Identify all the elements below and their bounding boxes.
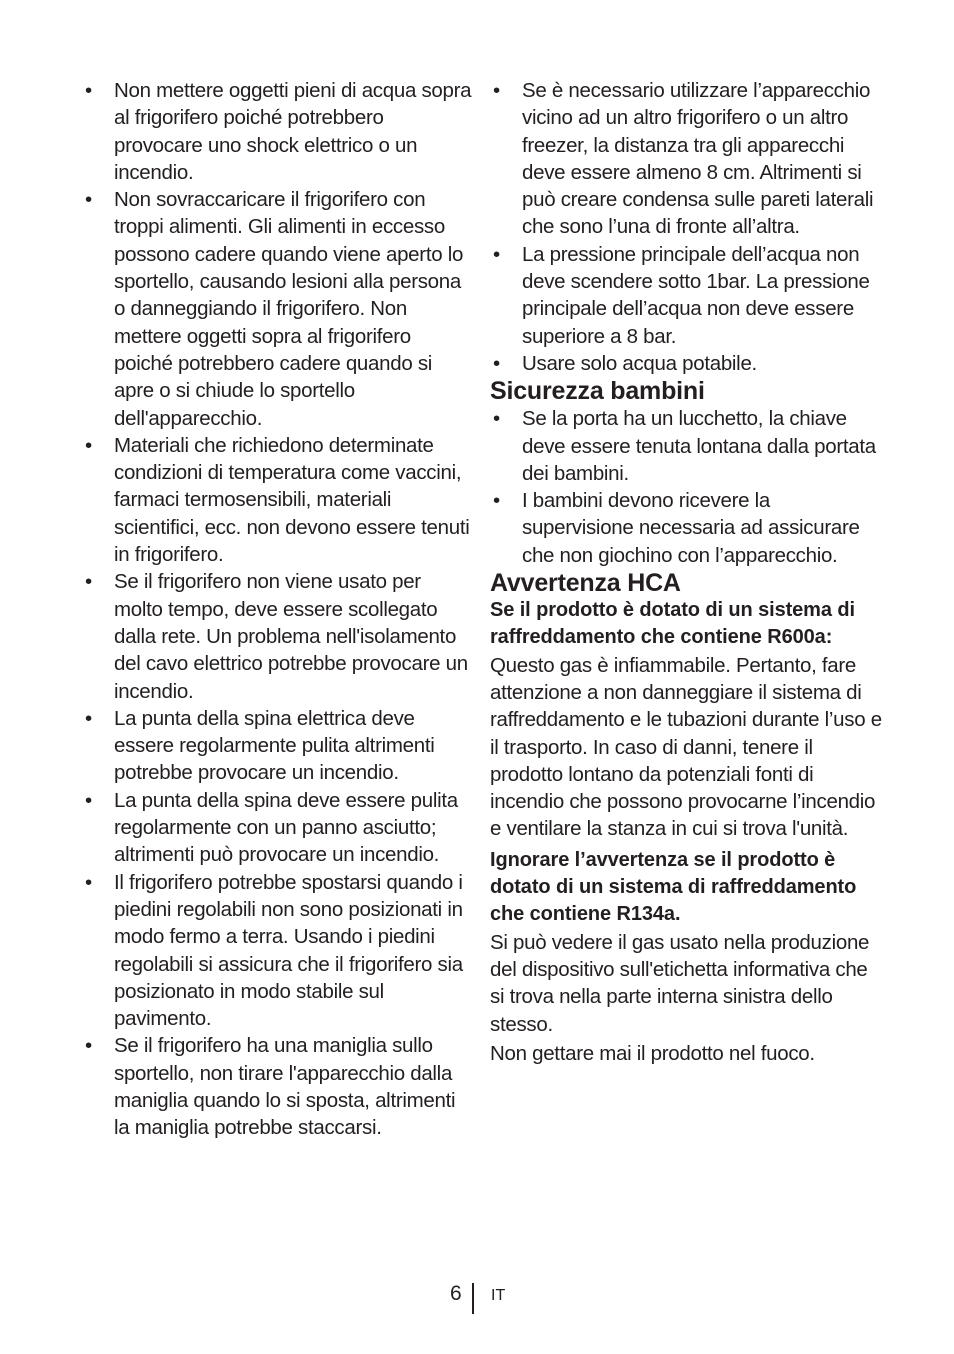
list-item: • Non sovraccaricare il frigorifero con troppi alimenti. Gli alimenti in eccesso possono cadere quando viene aperto lo sportello, causando lesioni alla persona o danneggiando il frigorifero. Non mettere oggetti sopra al frigorifero poiché potrebbero cadere quando si apre o si chiude lo sportello dell'apparecchio. <box>82 186 472 432</box>
page-footer <box>0 1281 954 1315</box>
page-number: 6 <box>450 1282 462 1305</box>
list-item: • Se la porta ha un lucchetto, la chiave deve essere tenuta lontana dalla portata dei bambini. <box>490 405 885 487</box>
r600a-subheading: Se il prodotto è dotato di un sistema di raffreddamento che contiene R600a: <box>490 599 855 649</box>
list-item: • La pressione principale dell’acqua non deve scendere sotto 1bar. La pressione principale dell’acqua non deve essere superiore a 8 bar. <box>490 241 885 350</box>
footer-divider <box>472 1283 474 1314</box>
child-safety-list <box>490 405 885 569</box>
list-item: • Se il frigorifero ha una maniglia sullo sportello, non tirare l'apparecchio dalla maniglia quando lo si sposta, altrimenti la maniglia potrebbe staccarsi. <box>82 1032 472 1141</box>
r134a-subheading: Ignorare l’avvertenza se il prodotto è dotato di un sistema di raffreddamento che contiene R134a. <box>490 848 857 926</box>
list-item: • Il frigorifero potrebbe spostarsi quando i piedini regolabili non sono posizionati in modo fermo a terra. Usando i piedini regolabili si assicura che il frigorifero sia posizionato in modo stabile sul pavimento. <box>82 869 472 1033</box>
fire-warning-paragraph: Non gettare mai il prodotto nel fuoco. <box>490 1041 815 1065</box>
gas-label-paragraph: Si può vedere il gas usato nella produzione del dispositivo sull'etichetta informativa che si trova nella parte interna sinistra dello stesso. <box>490 930 870 1036</box>
safety-bullet-list <box>82 77 472 1142</box>
list-item: • Se il frigorifero non viene usato per molto tempo, deve essere scollegato dalla rete. Un problema nell'isolamento del cavo elettrico potrebbe provocare un incendio. <box>82 568 472 704</box>
language-code: IT <box>491 1287 506 1304</box>
list-item: • La punta della spina elettrica deve essere regolarmente pulita altrimenti potrebbe provocare un incendio. <box>82 705 472 787</box>
right-column <box>490 77 885 1067</box>
child-safety-heading: Sicurezza bambini <box>490 377 705 406</box>
list-item: • Se è necessario utilizzare l’apparecchio vicino ad un altro frigorifero o un altro freezer, la distanza tra gli apparecchi deve essere almeno 8 cm. Altrimenti si può creare condensa sulle pareti laterali che sono l’una di fronte all’altra. <box>490 77 885 241</box>
r600a-paragraph: Questo gas è infiammabile. Pertanto, fare attenzione a non danneggiare il sistema di raffreddamento e le tubazioni durante l’uso e il trasporto. In caso di danni, tenere il prodotto lontano da potenziali fonti di incendio che possono provocarne l’incendio e ventilare la stanza in cui si trova l'unità. <box>490 653 882 841</box>
list-item: • La punta della spina deve essere pulita regolarmente con un panno asciutto; altrimenti può provocare un incendio. <box>82 787 472 869</box>
list-item: • Non mettere oggetti pieni di acqua sopra al frigorifero poiché potrebbero provocare uno shock elettrico o un incendio. <box>82 77 472 186</box>
list-item: • I bambini devono ricevere la supervisione necessaria ad assicurare che non giochino con l’apparecchio. <box>490 487 885 569</box>
left-column <box>82 77 472 1142</box>
list-item: • Usare solo acqua potabile. <box>490 350 885 377</box>
list-item: • Materiali che richiedono determinate condizioni di temperatura come vaccini, farmaci termosensibili, materiali scientifici, ecc. non devono essere tenuti in frigorifero. <box>82 432 472 568</box>
safety-bullet-list-continued <box>490 77 885 377</box>
hca-warning-heading: Avvertenza HCA <box>490 569 681 598</box>
